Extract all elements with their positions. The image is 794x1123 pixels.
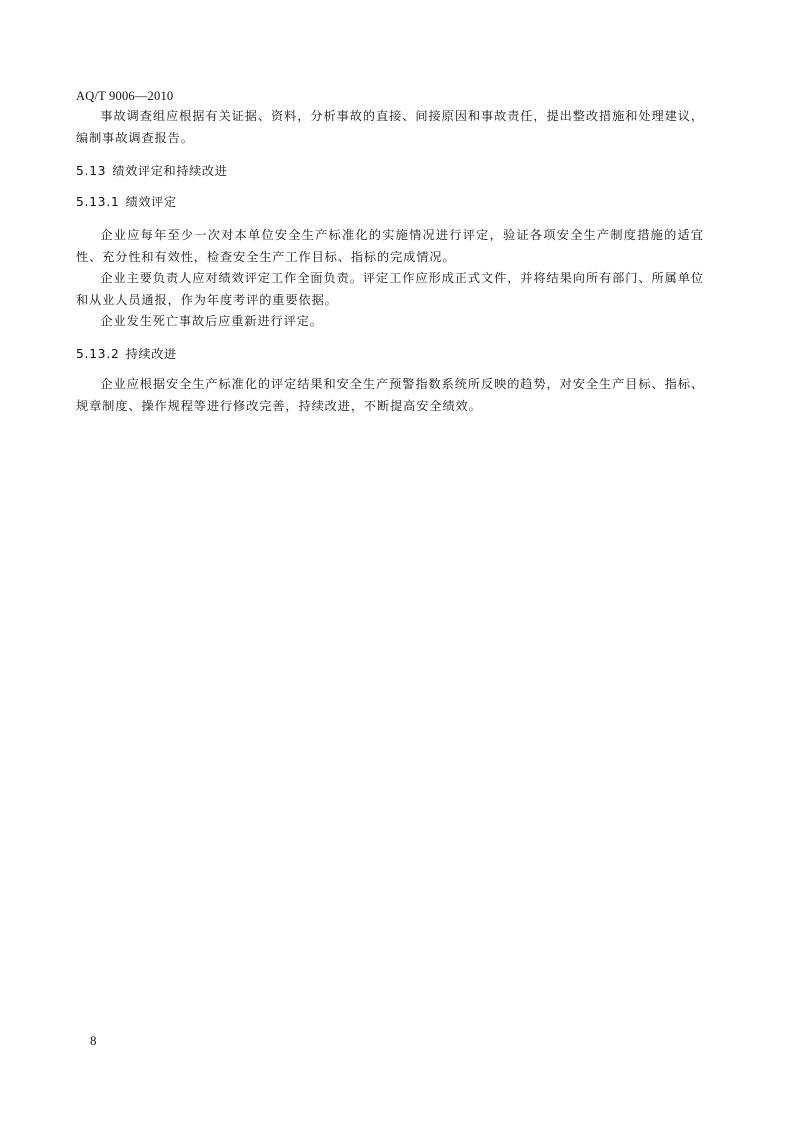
- section-title: 绩效评定和持续改进: [112, 164, 228, 178]
- intro-paragraph: 事故调查组应根据有关证据、资料，分析事故的直接、间接原因和事故责任，提出整改措施和处理建议，编制事故调查报告。: [76, 109, 704, 145]
- document-code-header: AQ/T 9006—2010: [76, 89, 174, 103]
- section-heading-5-13-2: [76, 346, 177, 362]
- paragraph: 企业主要负责人应对绩效评定工作全面负责。评定工作应形成正式文件，并将结果向所有部门、所属单位和从业人员通报，作为年度考评的重要依据。: [76, 271, 704, 307]
- paragraph: 企业发生死亡事故后应重新进行评定。: [100, 314, 323, 328]
- paragraph: 企业应根据安全生产标准化的评定结果和安全生产预警指数系统所反映的趋势，对安全生产目标、指标、规章制度、操作规程等进行修改完善，持续改进，不断提高安全绩效。: [76, 377, 704, 413]
- section-number: 5.13: [76, 164, 107, 178]
- section-number: 5.13.2: [76, 347, 120, 361]
- section-number: 5.13.1: [76, 195, 120, 209]
- intro-text-block: [76, 106, 704, 149]
- page-number: 8: [90, 1033, 97, 1048]
- section-5-13-1-body: [76, 225, 704, 333]
- section-heading-5-13-1: [76, 194, 177, 210]
- section-heading-5-13: [76, 163, 227, 179]
- paragraph: 企业应每年至少一次对本单位安全生产标准化的实施情况进行评定，验证各项安全生产制度措施的适宜性、充分性和有效性，检查安全生产工作目标、指标的完成情况。: [76, 228, 704, 264]
- section-title: 持续改进: [125, 347, 177, 361]
- section-5-13-2-body: [76, 374, 704, 417]
- section-title: 绩效评定: [125, 195, 177, 209]
